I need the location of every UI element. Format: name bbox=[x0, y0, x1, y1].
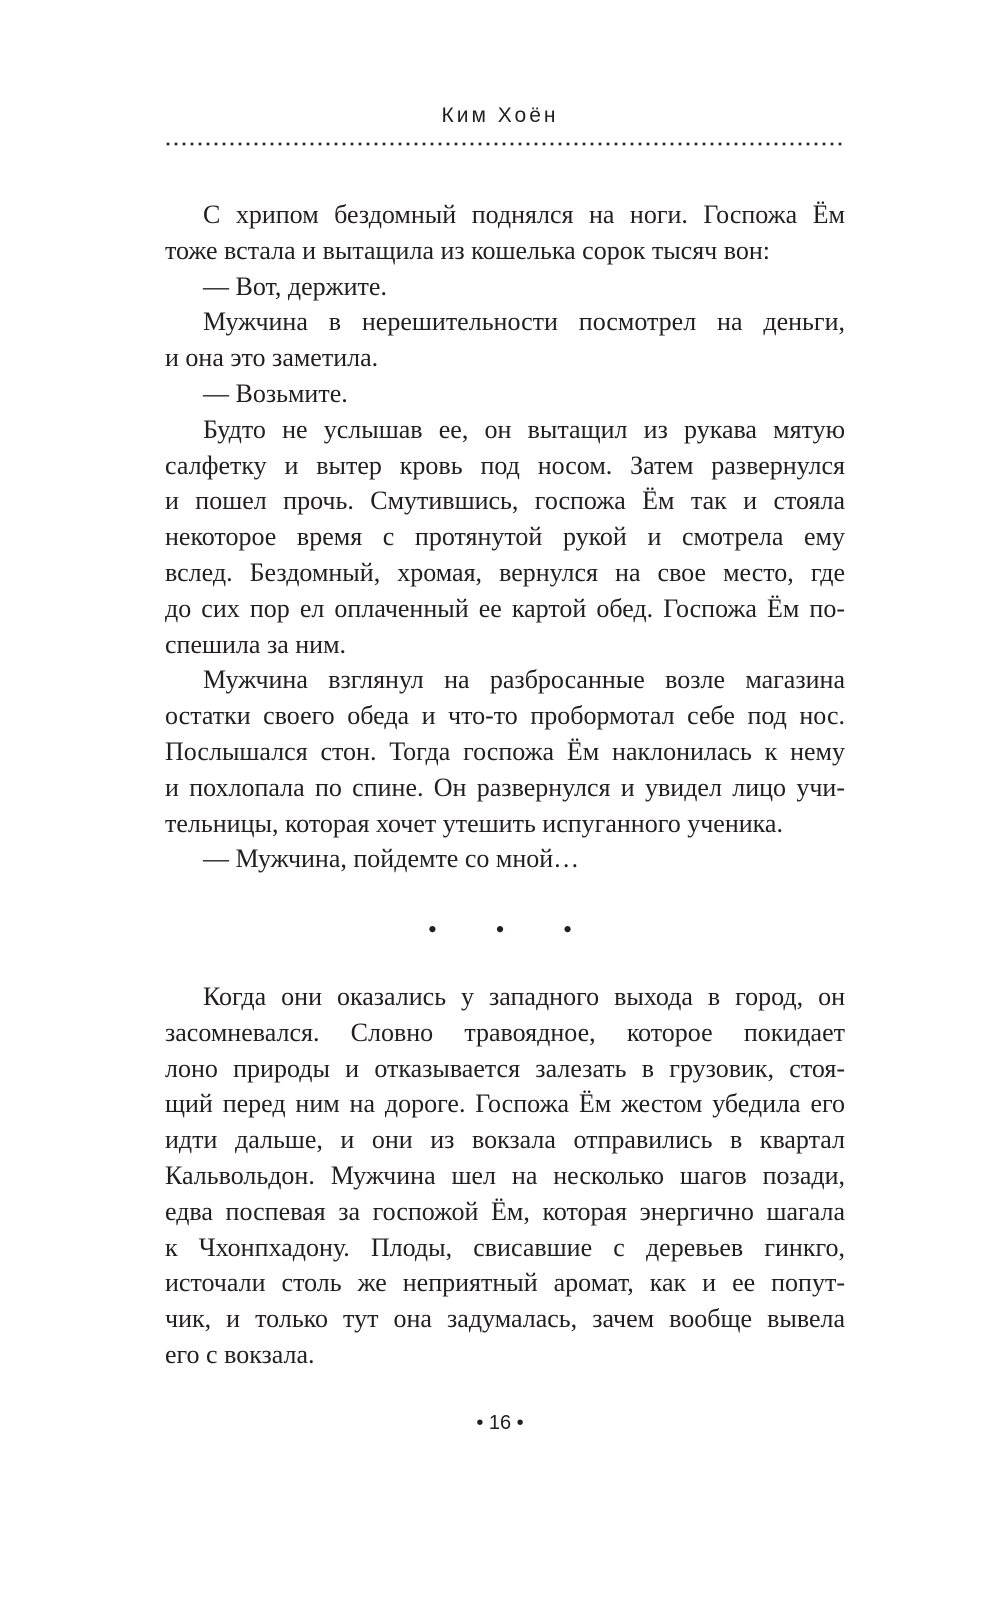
text-line: едва поспевая за госпожой Ём, которая энергично шагала bbox=[165, 1196, 845, 1226]
text-line: к Чхонпхадону. Плоды, свисавшие с деревьев гинкго, bbox=[165, 1232, 845, 1262]
text-line: — Возьмите. bbox=[203, 378, 348, 408]
body-text-section-2 bbox=[165, 979, 845, 1373]
text-line: Мужчина взглянул на разбросанные возле магазина bbox=[203, 665, 845, 695]
text-line: Будто не услышав ее, он вытащил из рукава мятую bbox=[203, 414, 845, 444]
text-line: Кальвольдон. Мужчина шел на несколько шагов позади, bbox=[165, 1160, 845, 1190]
text-line: Мужчина в нерешительности посмотрел на деньги, bbox=[203, 307, 845, 337]
text-line: спешила за ним. bbox=[165, 629, 347, 659]
text-line: Когда они оказались у западного выхода в город, он bbox=[203, 982, 845, 1011]
text-line: — Вот, держите. bbox=[203, 271, 387, 301]
text-line: и пошел прочь. Смутившись, госпожа Ём так и стояла bbox=[165, 486, 845, 516]
text-line: Послышался стон. Тогда госпожа Ём наклонилась к нему bbox=[165, 736, 845, 766]
text-line: — Мужчина, пойдемте со мной… bbox=[203, 844, 580, 874]
text-line: идти дальше, и они из вокзала отправились в квартал bbox=[165, 1125, 845, 1155]
dotted-rule-divider bbox=[164, 142, 844, 146]
text-line: чик, и только тут она задумалась, зачем вообще вывела bbox=[165, 1304, 845, 1334]
text-line: источали столь же неприятный аромат, как и ее попут- bbox=[165, 1268, 845, 1298]
page-number: • 16 • bbox=[476, 1412, 524, 1434]
text-line: тельницы, которая хочет утешить испуганного ученика. bbox=[165, 808, 783, 838]
body-text-section-1 bbox=[165, 197, 845, 877]
text-line: салфетку и вытер кровь под носом. Затем развернулся bbox=[165, 450, 845, 480]
text-line: С хрипом бездомный поднялся на ноги. Госпожа Ём bbox=[203, 200, 845, 229]
text-line: щий перед ним на дороге. Госпожа Ём жестом убедила его bbox=[165, 1089, 845, 1119]
text-line: его с вокзала. bbox=[165, 1339, 315, 1369]
running-title: Ким Хоён bbox=[441, 104, 559, 127]
text-line: лоно природы и отказывается залезать в грузовик, стоя- bbox=[165, 1053, 845, 1083]
text-line: остатки своего обеда и что-то пробормотал себе под нос. bbox=[165, 701, 845, 731]
text-line: засомневался. Словно травоядное, которое покидает bbox=[165, 1017, 845, 1047]
text-line: и похлопала по спине. Он развернулся и увидел лицо учи- bbox=[165, 772, 845, 802]
text-line: некоторое время с протянутой рукой и смотрела ему bbox=[165, 522, 845, 552]
text-line: тоже встала и вытащила из кошелька сорок тысяч вон: bbox=[165, 235, 770, 265]
text-line: вслед. Бездомный, хромая, вернулся на свое место, где bbox=[165, 557, 845, 587]
text-line: и она это заметила. bbox=[165, 343, 379, 373]
text-line: до сих пор ел оплаченный ее картой обед. Госпожа Ём по- bbox=[165, 593, 845, 623]
section-break-dots: • • • bbox=[427, 915, 599, 944]
